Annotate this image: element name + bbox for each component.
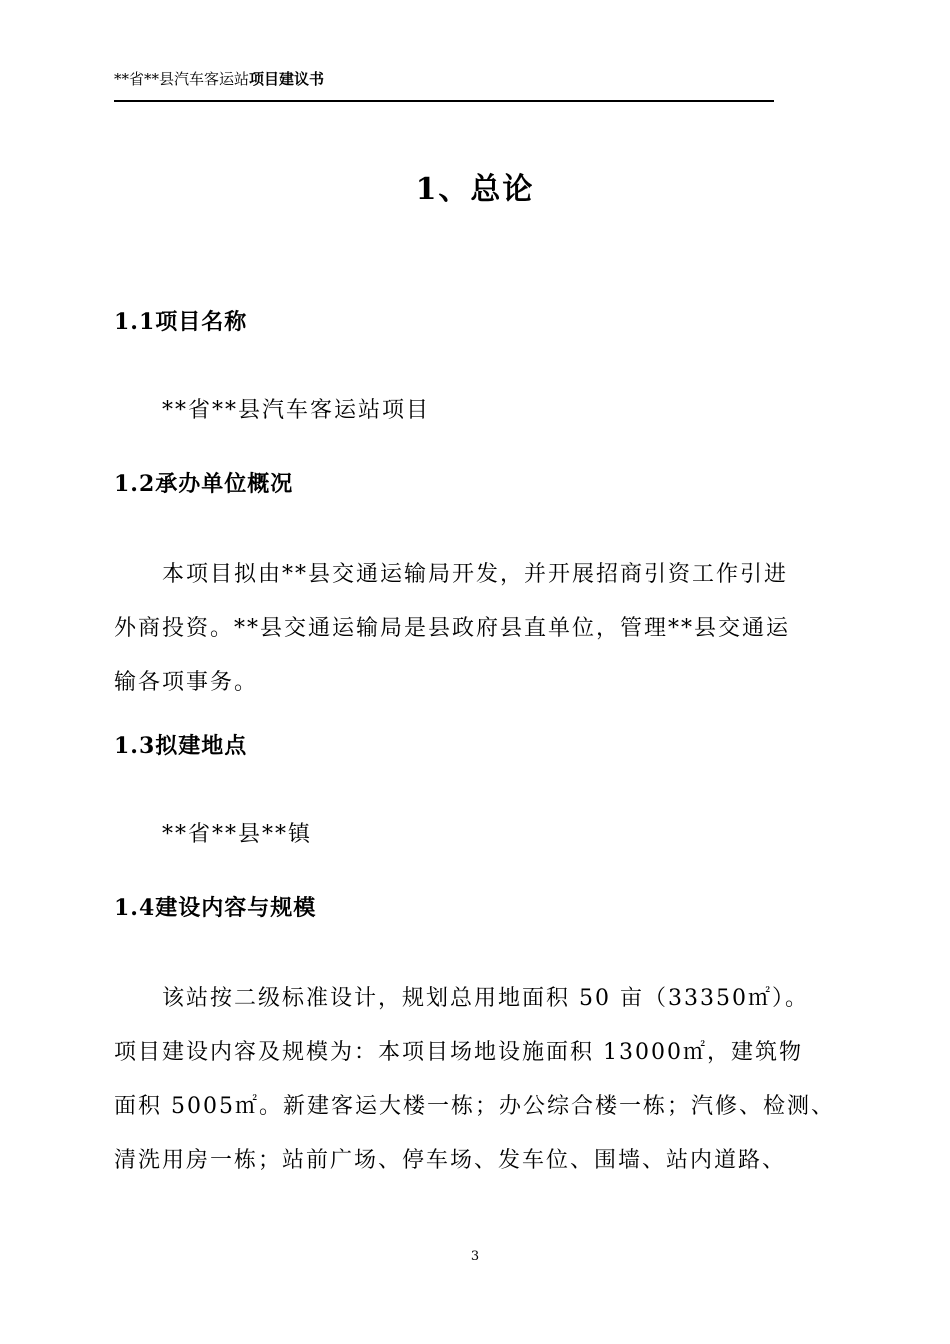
- section-body-1-1: [162, 384, 892, 438]
- section-heading-1-1: 1.1项目名称: [114, 309, 248, 335]
- page-number: 3: [470, 1249, 480, 1264]
- section-body-1-4: [114, 972, 844, 1188]
- header-rule: [114, 100, 774, 102]
- body-line: 面积 5005㎡。新建客运大楼一栋；办公综合楼一栋；汽修、检测、: [114, 1094, 835, 1119]
- body-line: **省**县**镇: [162, 822, 313, 847]
- body-line: **省**县汽车客运站项目: [162, 398, 431, 423]
- body-line: 输各项事务。: [114, 670, 259, 695]
- section-body-1-2: [114, 548, 844, 710]
- chapter-title: 1、总论: [415, 172, 535, 207]
- body-line: 外商投资。**县交通运输局是县政府县直单位，管理**县交通运: [114, 616, 791, 641]
- body-line: 项目建设内容及规模为：本项目场地设施面积 13000㎡，建筑物: [114, 1040, 803, 1065]
- section-heading-1-4: 1.4建设内容与规模: [114, 895, 317, 921]
- header-prefix: **省**县汽车客运站: [114, 70, 250, 88]
- section-body-1-3: [162, 808, 892, 862]
- body-line: 本项目拟由**县交通运输局开发，并开展招商引资工作引进: [162, 562, 789, 587]
- header-suffix: 项目建议书: [249, 70, 325, 88]
- section-heading-1-2: 1.2承办单位概况: [114, 471, 294, 497]
- body-line: 清洗用房一栋；站前广场、停车场、发车位、围墙、站内道路、: [114, 1148, 787, 1173]
- section-heading-1-3: 1.3拟建地点: [114, 733, 248, 759]
- running-header: [114, 68, 324, 90]
- body-line: 该站按二级标准设计，规划总用地面积 50 亩（33350㎡）。: [162, 986, 809, 1011]
